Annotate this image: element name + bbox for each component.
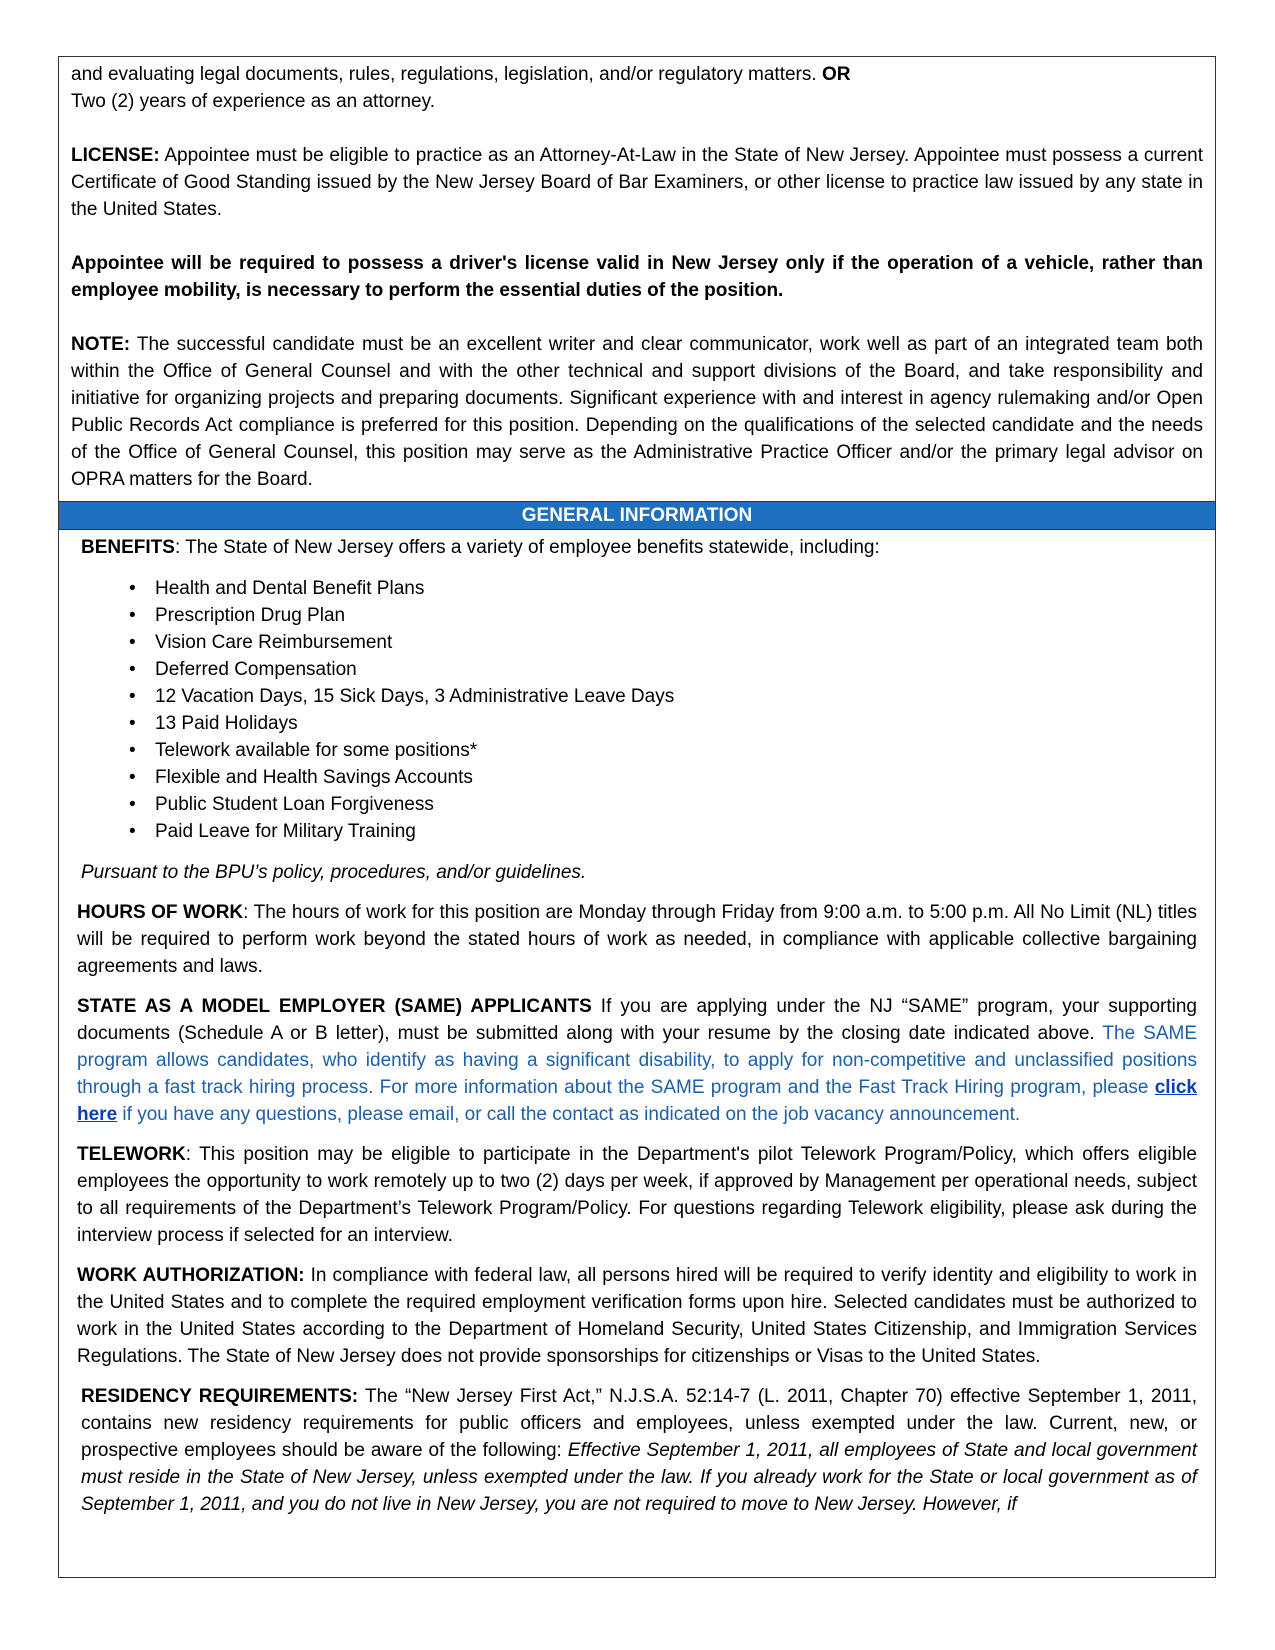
bullet-icon: •: [129, 740, 136, 761]
bullet-icon: •: [129, 659, 136, 680]
note-label: NOTE:: [71, 334, 131, 355]
benefits-intro: [77, 534, 1197, 561]
drivers-license-paragraph: [71, 250, 1203, 304]
bullet-icon: •: [129, 713, 136, 734]
qualifications-section: [59, 57, 1215, 501]
list-item: [129, 737, 1197, 764]
benefit-label: Flexible and Health Savings Accounts: [155, 767, 473, 788]
hours-label: HOURS OF WORK: [77, 902, 244, 923]
experience-text: and evaluating legal documents, rules, regulations, legislation, and/or regulatory matters.: [71, 64, 817, 85]
list-item: [129, 791, 1197, 818]
list-item: [129, 656, 1197, 683]
benefit-label: Paid Leave for Military Training: [155, 821, 416, 842]
list-item: [129, 575, 1197, 602]
benefit-label: 12 Vacation Days, 15 Sick Days, 3 Administrative Leave Days: [155, 686, 675, 707]
same-paragraph: [77, 993, 1197, 1128]
page-frame: [58, 56, 1216, 1578]
experience-line: [71, 61, 1203, 88]
attorney-experience-line: Two (2) years of experience as an attorney.: [71, 91, 435, 112]
drivers-license-text: Appointee will be required to possess a driver's license valid in New Jersey only if the operation of a vehicle, rather than employee mobility, is necessary to perform the essential duties of the position.: [71, 253, 1203, 301]
hours-text: : The hours of work for this position are Monday through Friday from 9:00 a.m. to 5:00 p.m. All No Limit (NL) titles will be required to perform work beyond the stated hours of work as needed, in compliance with applicable collective bargaining agreements and laws.: [77, 902, 1197, 977]
general-information-section: [59, 530, 1215, 1518]
bullet-icon: •: [129, 821, 136, 842]
same-text: If you are applying under the NJ “SAME” program, your supporting documents (Schedule A or B letter), must be submitted along with your resume by the closing date indicated above.: [77, 996, 1197, 1044]
residency-paragraph: [77, 1383, 1197, 1518]
benefits-label: BENEFITS: [81, 537, 175, 558]
bullet-icon: •: [129, 632, 136, 653]
hours-of-work-paragraph: [77, 899, 1197, 980]
bullet-icon: •: [129, 767, 136, 788]
telework-paragraph: [77, 1141, 1197, 1249]
bullet-icon: •: [129, 605, 136, 626]
license-paragraph: [71, 142, 1203, 223]
list-item: [129, 683, 1197, 710]
general-information-banner: GENERAL INFORMATION: [59, 501, 1215, 530]
benefit-label: Telework available for some positions*: [155, 740, 478, 761]
pursuant-note: Pursuant to the BPU’s policy, procedures, and/or guidelines.: [81, 862, 587, 883]
bullet-icon: •: [129, 686, 136, 707]
work-authorization-label: WORK AUTHORIZATION:: [77, 1265, 305, 1286]
benefit-label: Prescription Drug Plan: [155, 605, 346, 626]
residency-italic-text: Effective September 1, 2011, all employees of State and local government must reside in the State of New Jersey, unless exempted under the law. If you already work for the State or local government as of September 1, 2011, and you do not live in New Jersey, you are not required to move to New Jersey. However, if: [81, 1440, 1197, 1515]
same-label: STATE AS A MODEL EMPLOYER (SAME) APPLICANTS: [77, 996, 592, 1017]
benefit-label: Deferred Compensation: [155, 659, 357, 680]
click-here-link[interactable]: click here: [77, 1077, 1197, 1125]
benefit-label: Vision Care Reimbursement: [155, 632, 393, 653]
list-item: [129, 764, 1197, 791]
residency-text: The “New Jersey First Act,” N.J.S.A. 52:14-7 (L. 2011, Chapter 70) effective September 1, 2011, contains new residency requirements for public officers and employees, unless exempted under the law. Current, new, or prospective employees should be aware of the following:: [81, 1386, 1197, 1461]
list-item: [129, 602, 1197, 629]
benefit-label: Health and Dental Benefit Plans: [155, 578, 425, 599]
telework-text: : This position may be eligible to participate in the Department's pilot Telework Program/Policy, which offers eligible employees the opportunity to work remotely up to two (2) days per week, if approved by Management per operational needs, subject to all requirements of the Department’s Telework Program/Policy. For questions regarding Telework eligibility, please ask during the interview process if selected for an interview.: [77, 1144, 1197, 1246]
residency-label: RESIDENCY REQUIREMENTS:: [81, 1386, 359, 1407]
list-item: [129, 710, 1197, 737]
telework-label: TELEWORK: [77, 1144, 186, 1165]
same-program-text: The SAME program allows candidates, who identify as having a significant disability, to apply for non-competitive and unclassified positions through a fast track hiring process. For more information about the SAME program and the Fast Track Hiring program, please: [77, 1023, 1197, 1098]
benefit-label: Public Student Loan Forgiveness: [155, 794, 434, 815]
work-authorization-paragraph: [77, 1262, 1197, 1370]
license-text: Appointee must be eligible to practice as an Attorney-At-Law in the State of New Jersey. Appointee must possess a current Certificate of Good Standing issued by the New Jersey Board of Bar Examiners, or other license to practice law issued by any state in the United States.: [71, 145, 1203, 220]
or-label: OR: [821, 64, 851, 85]
list-item: [129, 629, 1197, 656]
same-contact-text: if you have any questions, please email, or call the contact as indicated on the job vacancy announcement.: [117, 1104, 1021, 1125]
benefits-list: [77, 575, 1197, 845]
note-text: The successful candidate must be an excellent writer and clear communicator, work well as part of an integrated team both within the Office of General Counsel and with the other technical and support divisions of the Board, and take responsibility and initiative for organizing projects and preparing documents. Significant experience with and interest in agency rulemaking and/or Open Public Records Act compliance is preferred for this position. Depending on the qualifications of the selected candidate and the needs of the Office of General Counsel, this position may serve as the Administrative Practice Officer and/or the primary legal advisor on OPRA matters for the Board.: [71, 334, 1203, 490]
bullet-icon: •: [129, 578, 136, 599]
work-authorization-text: In compliance with federal law, all persons hired will be required to verify identity and eligibility to work in the United States and to complete the required employment verification forms upon hire. Selected candidates must be authorized to work in the United States according to the Department of Homeland Security, United States Citizenship, and Immigration Services Regulations. The State of New Jersey does not provide sponsorships for citizenships or Visas to the United States.: [77, 1265, 1198, 1367]
note-paragraph: [71, 331, 1203, 493]
benefits-intro-text: : The State of New Jersey offers a variety of employee benefits statewide, including:: [174, 537, 880, 558]
benefit-label: 13 Paid Holidays: [155, 713, 298, 734]
bullet-icon: •: [129, 794, 136, 815]
list-item: [129, 818, 1197, 845]
license-label: LICENSE:: [71, 145, 160, 166]
